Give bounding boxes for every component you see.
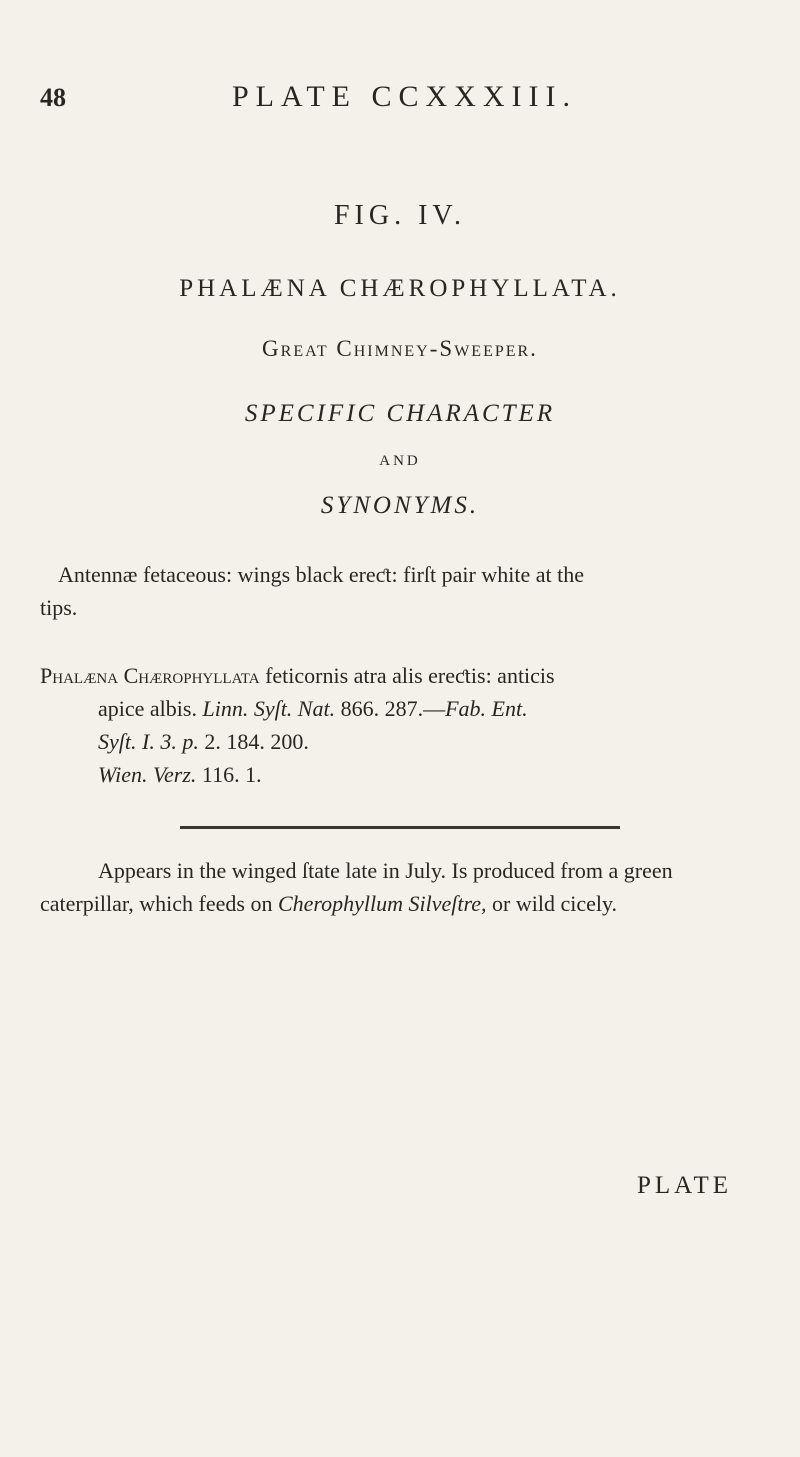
species-name: PHALÆNA CHÆROPHYLLATA.	[179, 275, 621, 302]
synonym-line-1	[40, 659, 555, 692]
synonym-species: Chærophyllata	[123, 663, 260, 688]
page-number: 48	[40, 83, 66, 112]
description-line-1: Appears in the winged ſtate late in July. Is produced from a green	[98, 858, 673, 883]
description-text-end: or wild cicely.	[492, 891, 618, 916]
section-heading-and: AND	[379, 453, 421, 469]
running-head: PLATE CCXXXIII.	[232, 80, 577, 113]
catchword: PLATE	[637, 1172, 732, 1199]
synonym-diagnosis: feticornis atra alis ereƈtis: anticis	[265, 663, 555, 688]
character-line-2: tips.	[40, 595, 78, 620]
synonym-line-4	[98, 758, 262, 791]
common-name: Great Chimney-Sweeper.	[262, 336, 538, 361]
reference-linnaeus: Linn. Syſt. Nat.	[202, 696, 336, 721]
description-text: caterpillar, which feeds on	[40, 891, 273, 916]
section-heading-specific: SPECIFIC CHARACTER	[244, 400, 556, 427]
section-divider	[180, 826, 620, 829]
description-line-2	[40, 887, 617, 920]
figure-label: FIG. IV.	[333, 200, 467, 231]
section-heading-synonyms: SYNONYMS.	[320, 492, 480, 519]
reference-linnaeus-number: 866. 287.—	[340, 696, 446, 721]
plant-name: Cherophyllum Silveſtre,	[277, 891, 487, 916]
reference-fabricius: Fab. Ent.	[445, 696, 528, 721]
synonym-genus: Phalæna	[40, 663, 119, 688]
reference-wien-number: 116. 1.	[201, 762, 262, 787]
synonym-line-2	[98, 692, 528, 725]
reference-wien: Wien. Verz.	[98, 762, 197, 787]
reference-fabricius-number: 2. 184. 200.	[204, 729, 309, 754]
character-line-1: Antennæ fetaceous: wings black ereƈt: firſt pair white at the	[58, 562, 584, 587]
synonym-line-3	[98, 725, 309, 758]
synonym-diagnosis-end: apice albis.	[98, 696, 197, 721]
reference-fabricius-cont: Syſt. I. 3. p.	[98, 729, 199, 754]
